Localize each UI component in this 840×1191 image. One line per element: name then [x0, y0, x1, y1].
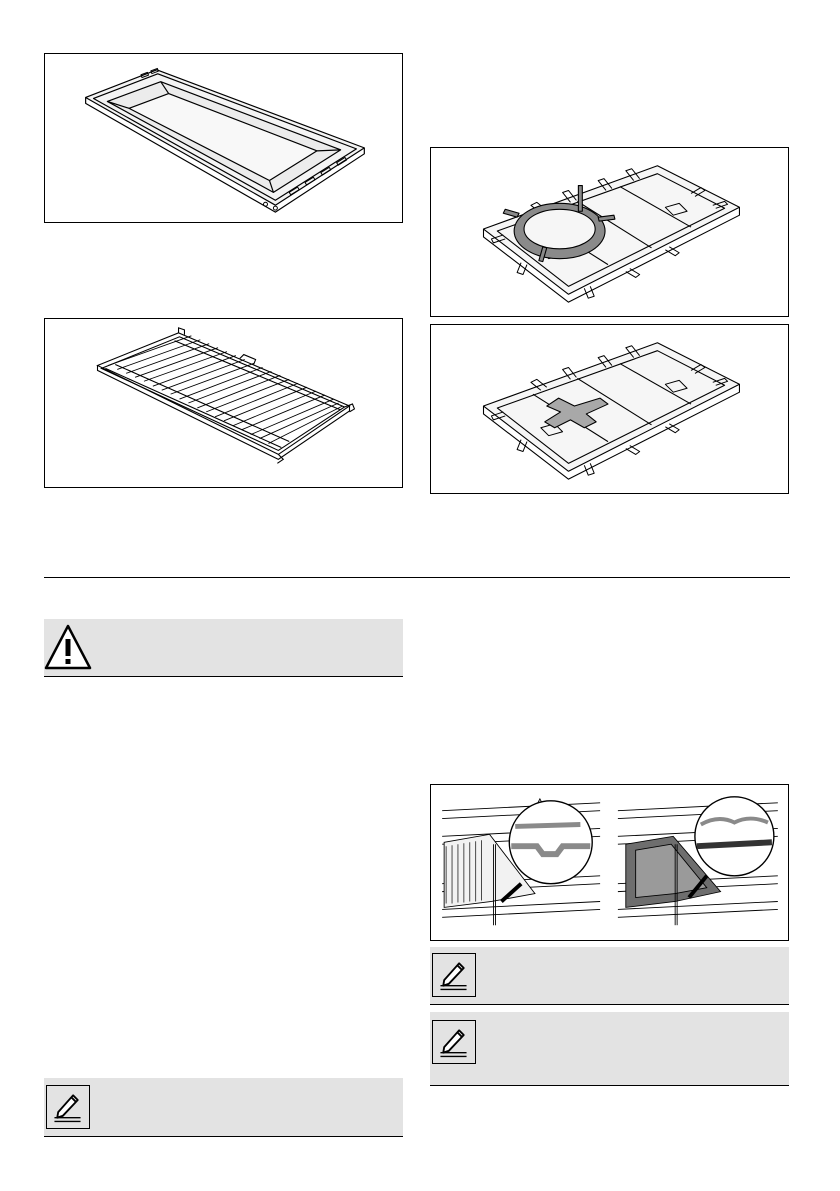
figure-deep-tray	[44, 53, 403, 223]
reducer-illustration	[431, 325, 788, 493]
pencil-icon-frame	[432, 1020, 476, 1064]
wire-rack-illustration	[45, 319, 402, 487]
note-notice-3	[44, 1078, 403, 1137]
warning-notice	[44, 619, 403, 677]
wok-ring-illustration	[431, 148, 788, 316]
deep-tray-illustration	[45, 54, 402, 222]
section-divider	[44, 577, 790, 578]
pencil-icon	[433, 954, 474, 995]
warning-icon	[44, 624, 92, 670]
figure-rack-insertion	[430, 784, 789, 941]
figure-hob-wok-ring	[430, 147, 789, 317]
note-notice-1	[430, 947, 789, 1005]
figure-hob-reducer	[430, 324, 789, 494]
pencil-icon	[47, 1086, 88, 1127]
figure-wire-rack	[44, 318, 403, 488]
note-notice-2	[430, 1012, 789, 1086]
rack-slot-illustration	[431, 785, 788, 940]
pencil-icon-frame	[432, 953, 476, 997]
pencil-icon-frame	[46, 1085, 90, 1129]
pencil-icon	[433, 1021, 474, 1062]
